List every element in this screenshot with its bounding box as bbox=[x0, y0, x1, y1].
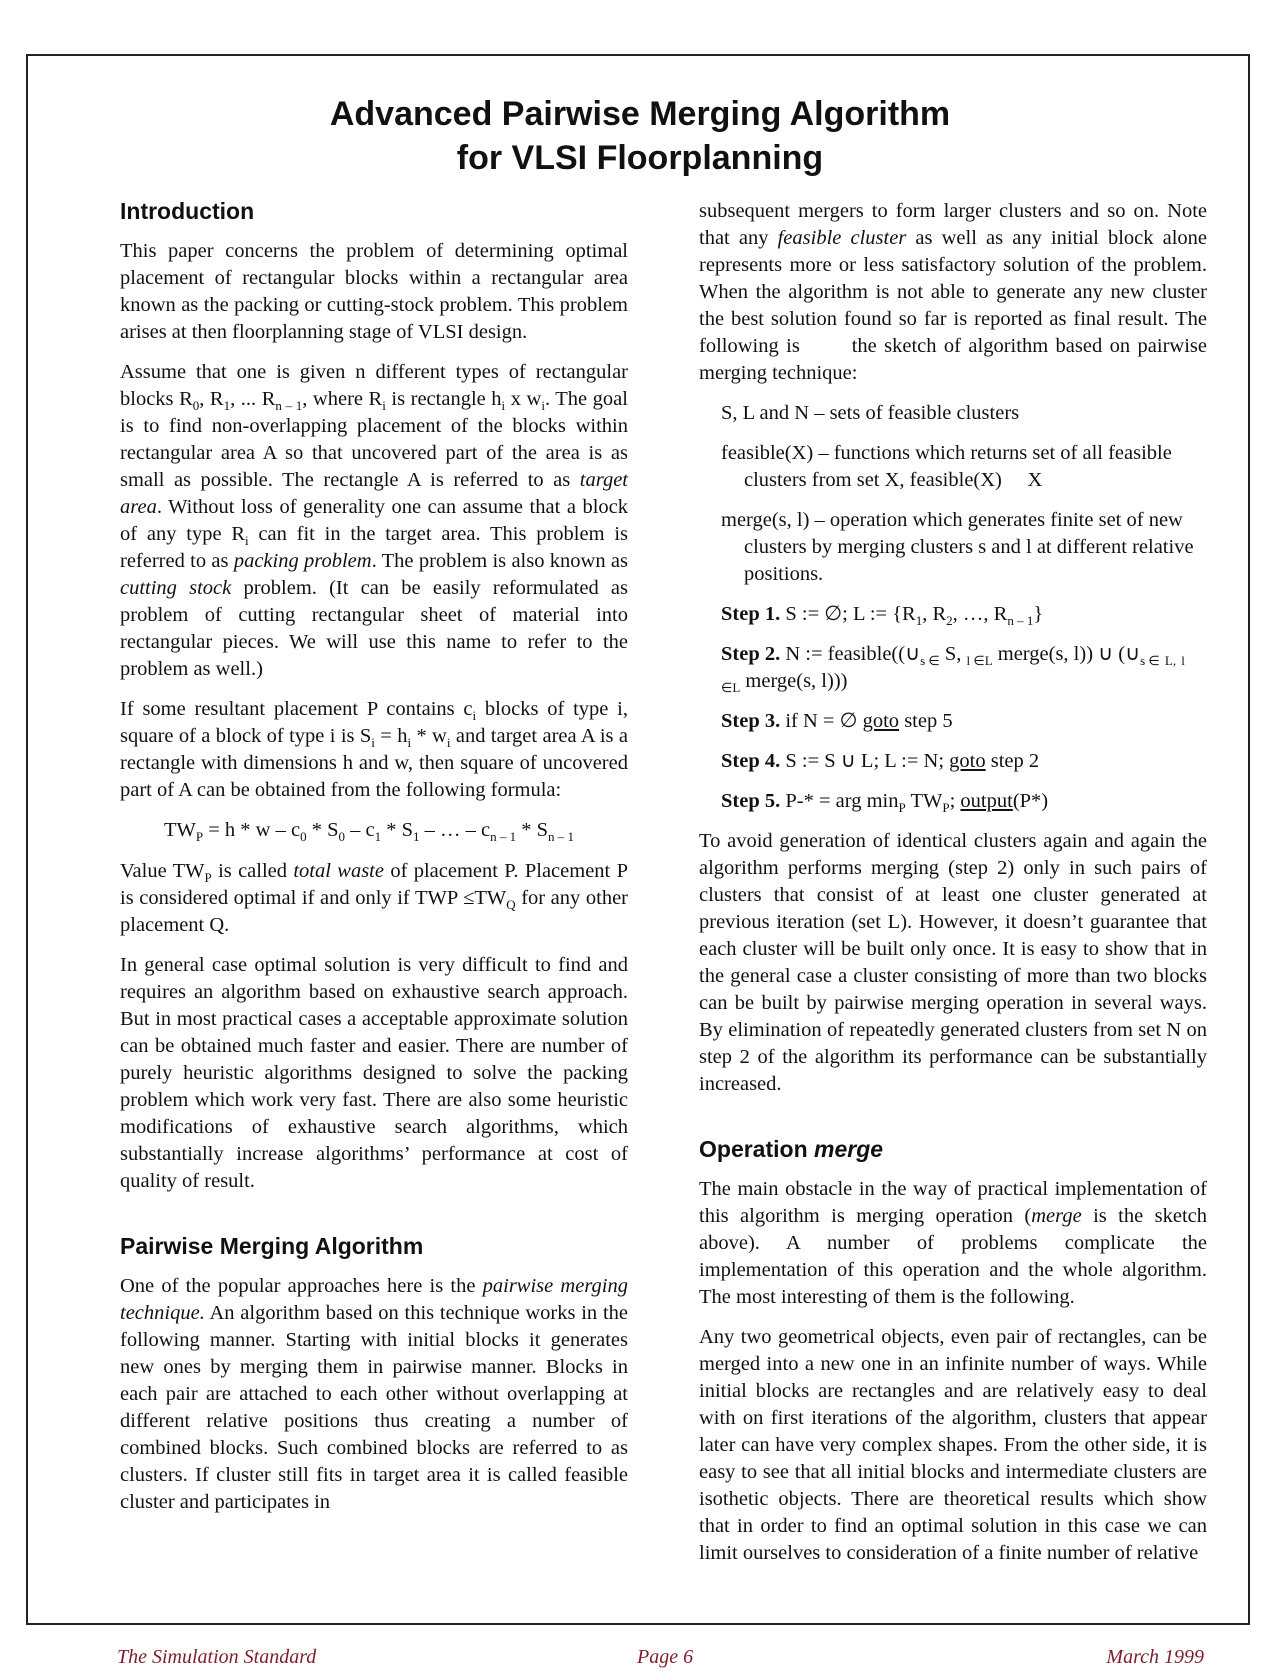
footer-publication: The Simulation Standard bbox=[117, 1646, 317, 1668]
pairwise-paragraph-1: One of the popular approaches here is the pairwise merging technique. An algorithm based on this technique works in the following manner. Starting with initial blocks it generates new ones by merging them in pairwise manner. Blocks in each pair are attached to each other without overlapping at different relative positions thus creating a number of combined blocks. Such combined blocks are referred to as clusters. If cluster still fits in target area it is called feasible cluster and participates in bbox=[120, 1275, 629, 1513]
algorithm-step-4: Step 4. S := S ∪ L; L := N; goto step 2 bbox=[721, 750, 1040, 772]
intro-paragraph-2: Assume that one is given n different types of rectangular blocks $R_0$, $R_1$, ... $R_{n - 1}$, where $R_i$ is rectangle $h_i$ x $w_i$. The goal is to find non-overlapping placement of the blocks within rectangular area A so that uncovered part of the area is as small as possible. The rectangle A is referred to as target area. Without loss of generality one can assume that a block of any type $R_i$ can fit in the target area. This problem is referred to as packing problem. The problem is also known as cutting stock problem. (It can be easily reformulated as problem of cutting rectangular sheet of material into rectangular pieces. We will use this name to refer to the problem as well.) bbox=[120, 361, 629, 680]
operation-paragraph-1: The main obstacle in the way of practical implementation of this algorithm is merging operation (merge is the sketch above). A number of problems complicate the implementation of this operation and the whole algorithm. The most interesting of them is the following. bbox=[699, 1178, 1207, 1308]
intro-paragraph-1: This paper concerns the problem of determining optimal placement of rectangular blocks within a rectangular area known as the packing or cutting-stock problem. This problem arises at then floorplanning stage of VLSI design. bbox=[120, 240, 628, 343]
definition-sets: S, L and N – sets of feasible clusters bbox=[721, 402, 1020, 424]
algorithm-definitions bbox=[699, 400, 1207, 815]
left-column bbox=[120, 196, 628, 1529]
title-line-1: Advanced Pairwise Merging Algorithm bbox=[329, 95, 951, 133]
right-column bbox=[699, 198, 1207, 1580]
definition-feasible: feasible(X) – functions which returns set of all feasible clusters from set X, feasible(X) X bbox=[721, 442, 1172, 491]
algorithm-step-2: Step 2. N := $feasible((\cup_{s \in}$ S, $_{l \in L}$ merge(s, l)) ∪ ($\cup_{s \in}$ $_{L,}$ $_{l \in L}$ merge(s, l))) bbox=[721, 643, 1185, 696]
pairwise-paragraph-3: To avoid generation of identical clusters again and again the algorithm performs merging (step 2) only in such pairs of clusters that consist of at least one cluster generated at previous iteration (set L). However, it doesn’t guarantee that each cluster will be built only once. It is easy to show that in the general case a cluster consisting of more than two blocks can be built by pairwise merging operation in several ways. By elimination of repeatedly generated clusters from set N on step 2 of the algorithm its performance can be substantially increased. bbox=[699, 830, 1207, 1095]
algorithm-step-3: Step 3. if N = ∅ goto step 5 bbox=[721, 710, 953, 732]
footer-date: March 1999 bbox=[1106, 1646, 1204, 1668]
total-waste-formula: $TW_P = h * w - c_0 * S_0 - c_1 * S_1$ – … – $c_{n - 1} * S_{n - 1}$ bbox=[164, 819, 575, 845]
algorithm-step-1: Step 1. S := ∅; L := {$R_1$, $R_2$, …, $R_{n - 1}$} bbox=[721, 603, 1044, 629]
definition-merge: merge(s, l) – operation which generates finite set of new clusters by merging clusters s and l at different relative positions. bbox=[721, 509, 1194, 585]
heading-introduction: Introduction bbox=[120, 198, 255, 224]
page-footer bbox=[0, 1646, 1280, 1674]
algorithm-step-5: Step 5. P-* = arg $\min_P TW_P$; output(P*) bbox=[721, 790, 1049, 816]
pairwise-paragraph-2: subsequent mergers to form larger clusters and so on. Note that any feasible cluster as well as any initial block alone represents more or less satisfactory solution of the problem. When the algorithm is not able to generate any new cluster the best solution found so far is reported as final result. The following is the sketch of algorithm based on pairwise merging technique: bbox=[699, 200, 1208, 384]
intro-paragraph-4: Value $TW_P$ is called total waste of placement P. Placement P is considered optimal if and only if TWP $\le TW_Q$ for any other placement Q. bbox=[120, 860, 628, 936]
page-title bbox=[0, 92, 1280, 180]
intro-paragraph-5: In general case optimal solution is very difficult to find and requires an algorithm based on exhaustive search approach. But in most practical cases a acceptable approximate solution can be obtained much faster and easier. There are number of purely heuristic algorithms designed to solve the packing problem which work very fast. There are also some heuristic modifications of exhaustive search algorithms, which substantially increase algorithms’ performance at cost of quality of result. bbox=[120, 954, 628, 1192]
title-line-2: for VLSI Floorplanning bbox=[456, 139, 824, 177]
operation-paragraph-2: Any two geometrical objects, even pair of rectangles, can be merged into a new one in an infinite number of ways. While initial blocks are rectangles and are relatively easy to deal with on first iterations of the algorithm, clusters that appear later can have very complex shapes. From the other side, it is easy to see that all initial blocks and intermediate clusters are isothetic objects. There are theoretical results which show that in order to find an optimal solution in this case we can limit ourselves to consideration of a finite number of relative bbox=[699, 1326, 1207, 1564]
heading-operation-merge: Operation merge bbox=[699, 1136, 884, 1162]
intro-paragraph-3: If some resultant placement P contains $c_i$ blocks of type i, square of a block of type i is $S_i = h_i * w_i$ and target area A is a rectangle with dimensions h and w, then square of uncovered part of A can be obtained from the following formula: bbox=[120, 698, 628, 801]
heading-pairwise-merging: Pairwise Merging Algorithm bbox=[120, 1233, 424, 1259]
footer-page-number: Page 6 bbox=[637, 1646, 694, 1668]
